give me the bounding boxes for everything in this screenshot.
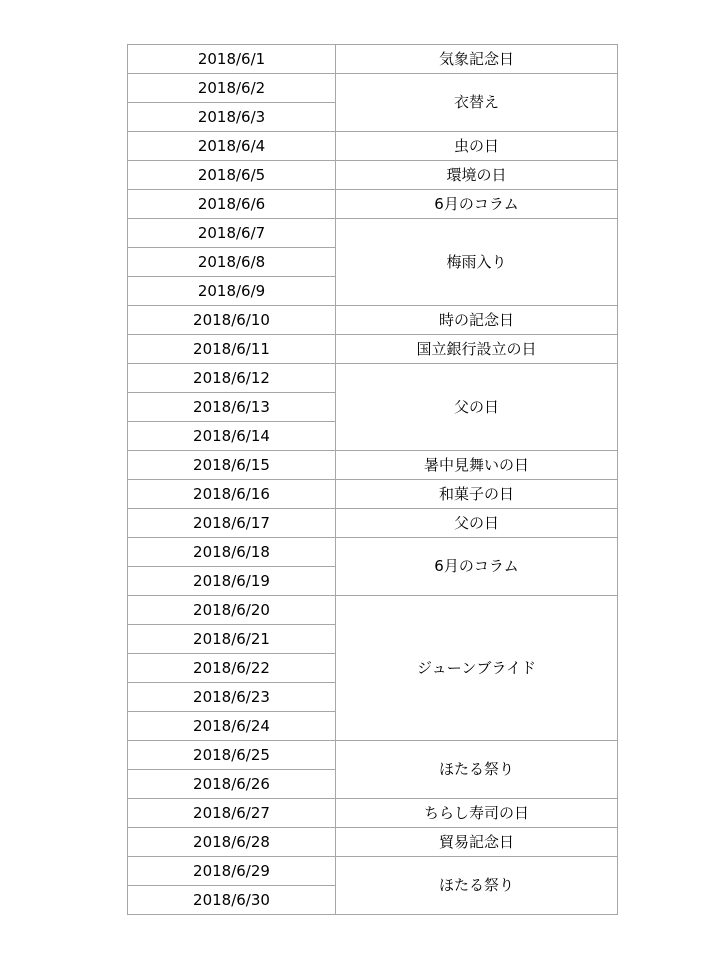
date-cell: 2018/6/9 <box>128 277 336 306</box>
date-cell: 2018/6/12 <box>128 364 336 393</box>
date-cell: 2018/6/19 <box>128 567 336 596</box>
event-cell: ちらし寿司の日 <box>336 799 618 828</box>
event-cell: 国立銀行設立の日 <box>336 335 618 364</box>
date-cell: 2018/6/21 <box>128 625 336 654</box>
event-cell: 梅雨入り <box>336 219 618 306</box>
event-cell: ほたる祭り <box>336 741 618 799</box>
event-cell: 和菓子の日 <box>336 480 618 509</box>
date-cell: 2018/6/22 <box>128 654 336 683</box>
event-cell: 時の記念日 <box>336 306 618 335</box>
table-row <box>128 364 618 393</box>
event-cell: 6月のコラム <box>336 190 618 219</box>
date-cell: 2018/6/11 <box>128 335 336 364</box>
table-row <box>128 306 618 335</box>
date-cell: 2018/6/1 <box>128 45 336 74</box>
table-row <box>128 335 618 364</box>
event-cell: ほたる祭り <box>336 857 618 915</box>
event-cell: 暑中見舞いの日 <box>336 451 618 480</box>
table-row <box>128 132 618 161</box>
table-row <box>128 480 618 509</box>
table-row <box>128 190 618 219</box>
date-cell: 2018/6/18 <box>128 538 336 567</box>
event-calendar-table <box>127 44 618 915</box>
table-row <box>128 857 618 886</box>
event-calendar-body <box>128 45 618 915</box>
date-cell: 2018/6/25 <box>128 741 336 770</box>
event-cell: 衣替え <box>336 74 618 132</box>
table-row <box>128 596 618 625</box>
event-cell: 父の日 <box>336 364 618 451</box>
date-cell: 2018/6/29 <box>128 857 336 886</box>
date-cell: 2018/6/2 <box>128 74 336 103</box>
table-row <box>128 74 618 103</box>
event-cell: ジューンブライド <box>336 596 618 741</box>
date-cell: 2018/6/30 <box>128 886 336 915</box>
table-row <box>128 538 618 567</box>
event-cell: 環境の日 <box>336 161 618 190</box>
event-cell: 虫の日 <box>336 132 618 161</box>
table-row <box>128 161 618 190</box>
date-cell: 2018/6/3 <box>128 103 336 132</box>
date-cell: 2018/6/13 <box>128 393 336 422</box>
table-row <box>128 45 618 74</box>
date-cell: 2018/6/15 <box>128 451 336 480</box>
table-row <box>128 219 618 248</box>
date-cell: 2018/6/7 <box>128 219 336 248</box>
date-cell: 2018/6/16 <box>128 480 336 509</box>
table-row <box>128 799 618 828</box>
event-cell: 父の日 <box>336 509 618 538</box>
date-cell: 2018/6/4 <box>128 132 336 161</box>
date-cell: 2018/6/10 <box>128 306 336 335</box>
event-cell: 気象記念日 <box>336 45 618 74</box>
date-cell: 2018/6/24 <box>128 712 336 741</box>
table-row <box>128 741 618 770</box>
event-cell: 貿易記念日 <box>336 828 618 857</box>
table-row <box>128 451 618 480</box>
date-cell: 2018/6/8 <box>128 248 336 277</box>
date-cell: 2018/6/28 <box>128 828 336 857</box>
event-cell: 6月のコラム <box>336 538 618 596</box>
table-row <box>128 828 618 857</box>
date-cell: 2018/6/14 <box>128 422 336 451</box>
date-cell: 2018/6/23 <box>128 683 336 712</box>
date-cell: 2018/6/17 <box>128 509 336 538</box>
date-cell: 2018/6/27 <box>128 799 336 828</box>
date-cell: 2018/6/6 <box>128 190 336 219</box>
date-cell: 2018/6/5 <box>128 161 336 190</box>
date-cell: 2018/6/26 <box>128 770 336 799</box>
date-cell: 2018/6/20 <box>128 596 336 625</box>
table-row <box>128 509 618 538</box>
